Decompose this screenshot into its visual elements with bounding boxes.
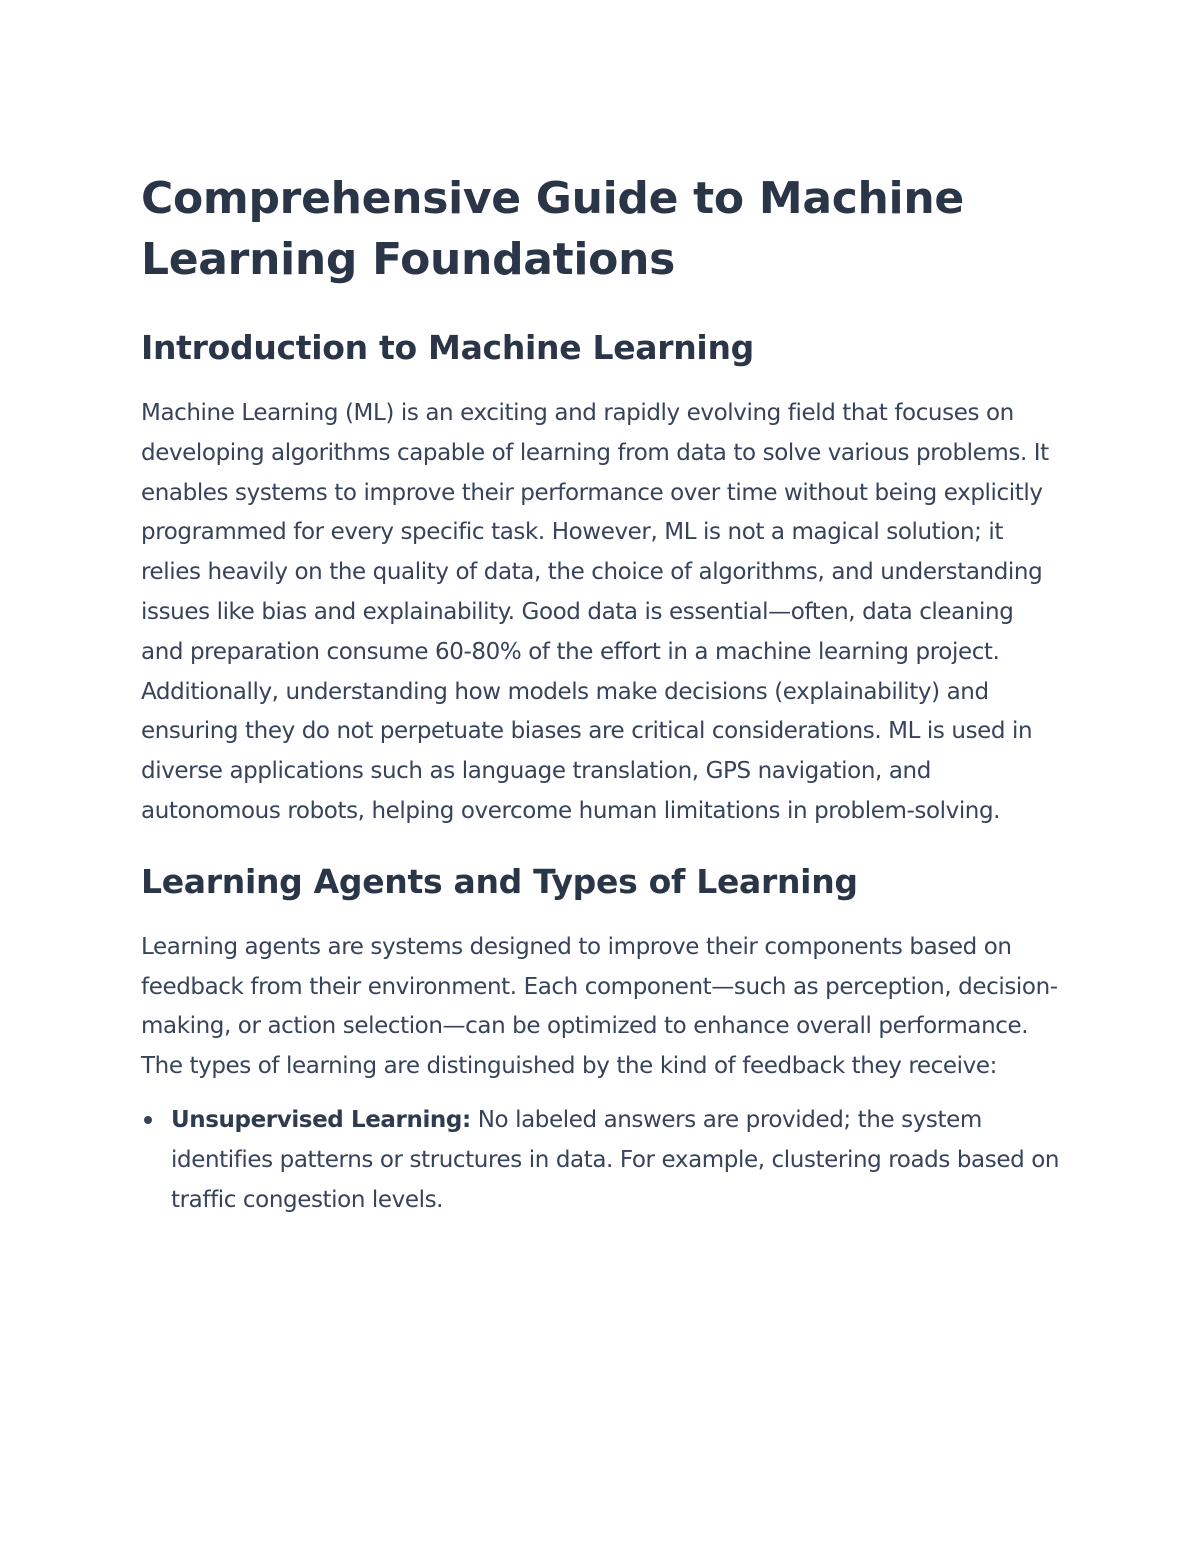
section-paragraph-learning-agents: Learning agents are systems designed to improve their components based on feedback from their environment. Each component—such as perception, decision-making, or action selection—can be optimized to enhance overall performance. The types of learning are distinguished by the kind of feedback they receive: (141, 933, 1058, 1080)
document-title: Comprehensive Guide to Machine Learning Foundations (141, 173, 964, 285)
learning-types-list (141, 1101, 1061, 1220)
section-heading-learning-agents: Learning Agents and Types of Learning (141, 861, 858, 901)
list-item-term: Unsupervised Learning: (171, 1106, 471, 1133)
bullet-icon (144, 1116, 152, 1124)
list-item (141, 1101, 1061, 1220)
section-heading-introduction: Introduction to Machine Learning (141, 328, 754, 367)
document-page (141, 168, 1061, 1220)
list-item-text: No labeled answers are provided; the system identifies patterns or structures in data. For example, clustering roads based on traffic congestion levels. (171, 1106, 1060, 1213)
section-paragraph-introduction: Machine Learning (ML) is an exciting and rapidly evolving field that focuses on developing algorithms capable of learning from data to solve various problems. It enables systems to improve their performance over time without being explicitly programmed for every specific task. However, ML is not a magical solution; it relies heavily on the quality of data, the choice of algorithms, and understanding issues like bias and explainability. Good data is essential—often, data cleaning and preparation consume 60-80% of the effort in a machine learning project. Additionally, understanding how models make decisions (explainability) and ensuring they do not perpetuate biases are critical considerations. ML is used in diverse applications such as language translation, GPS navigation, and autonomous robots, helping overcome human limitations in problem-solving. (141, 400, 1049, 824)
